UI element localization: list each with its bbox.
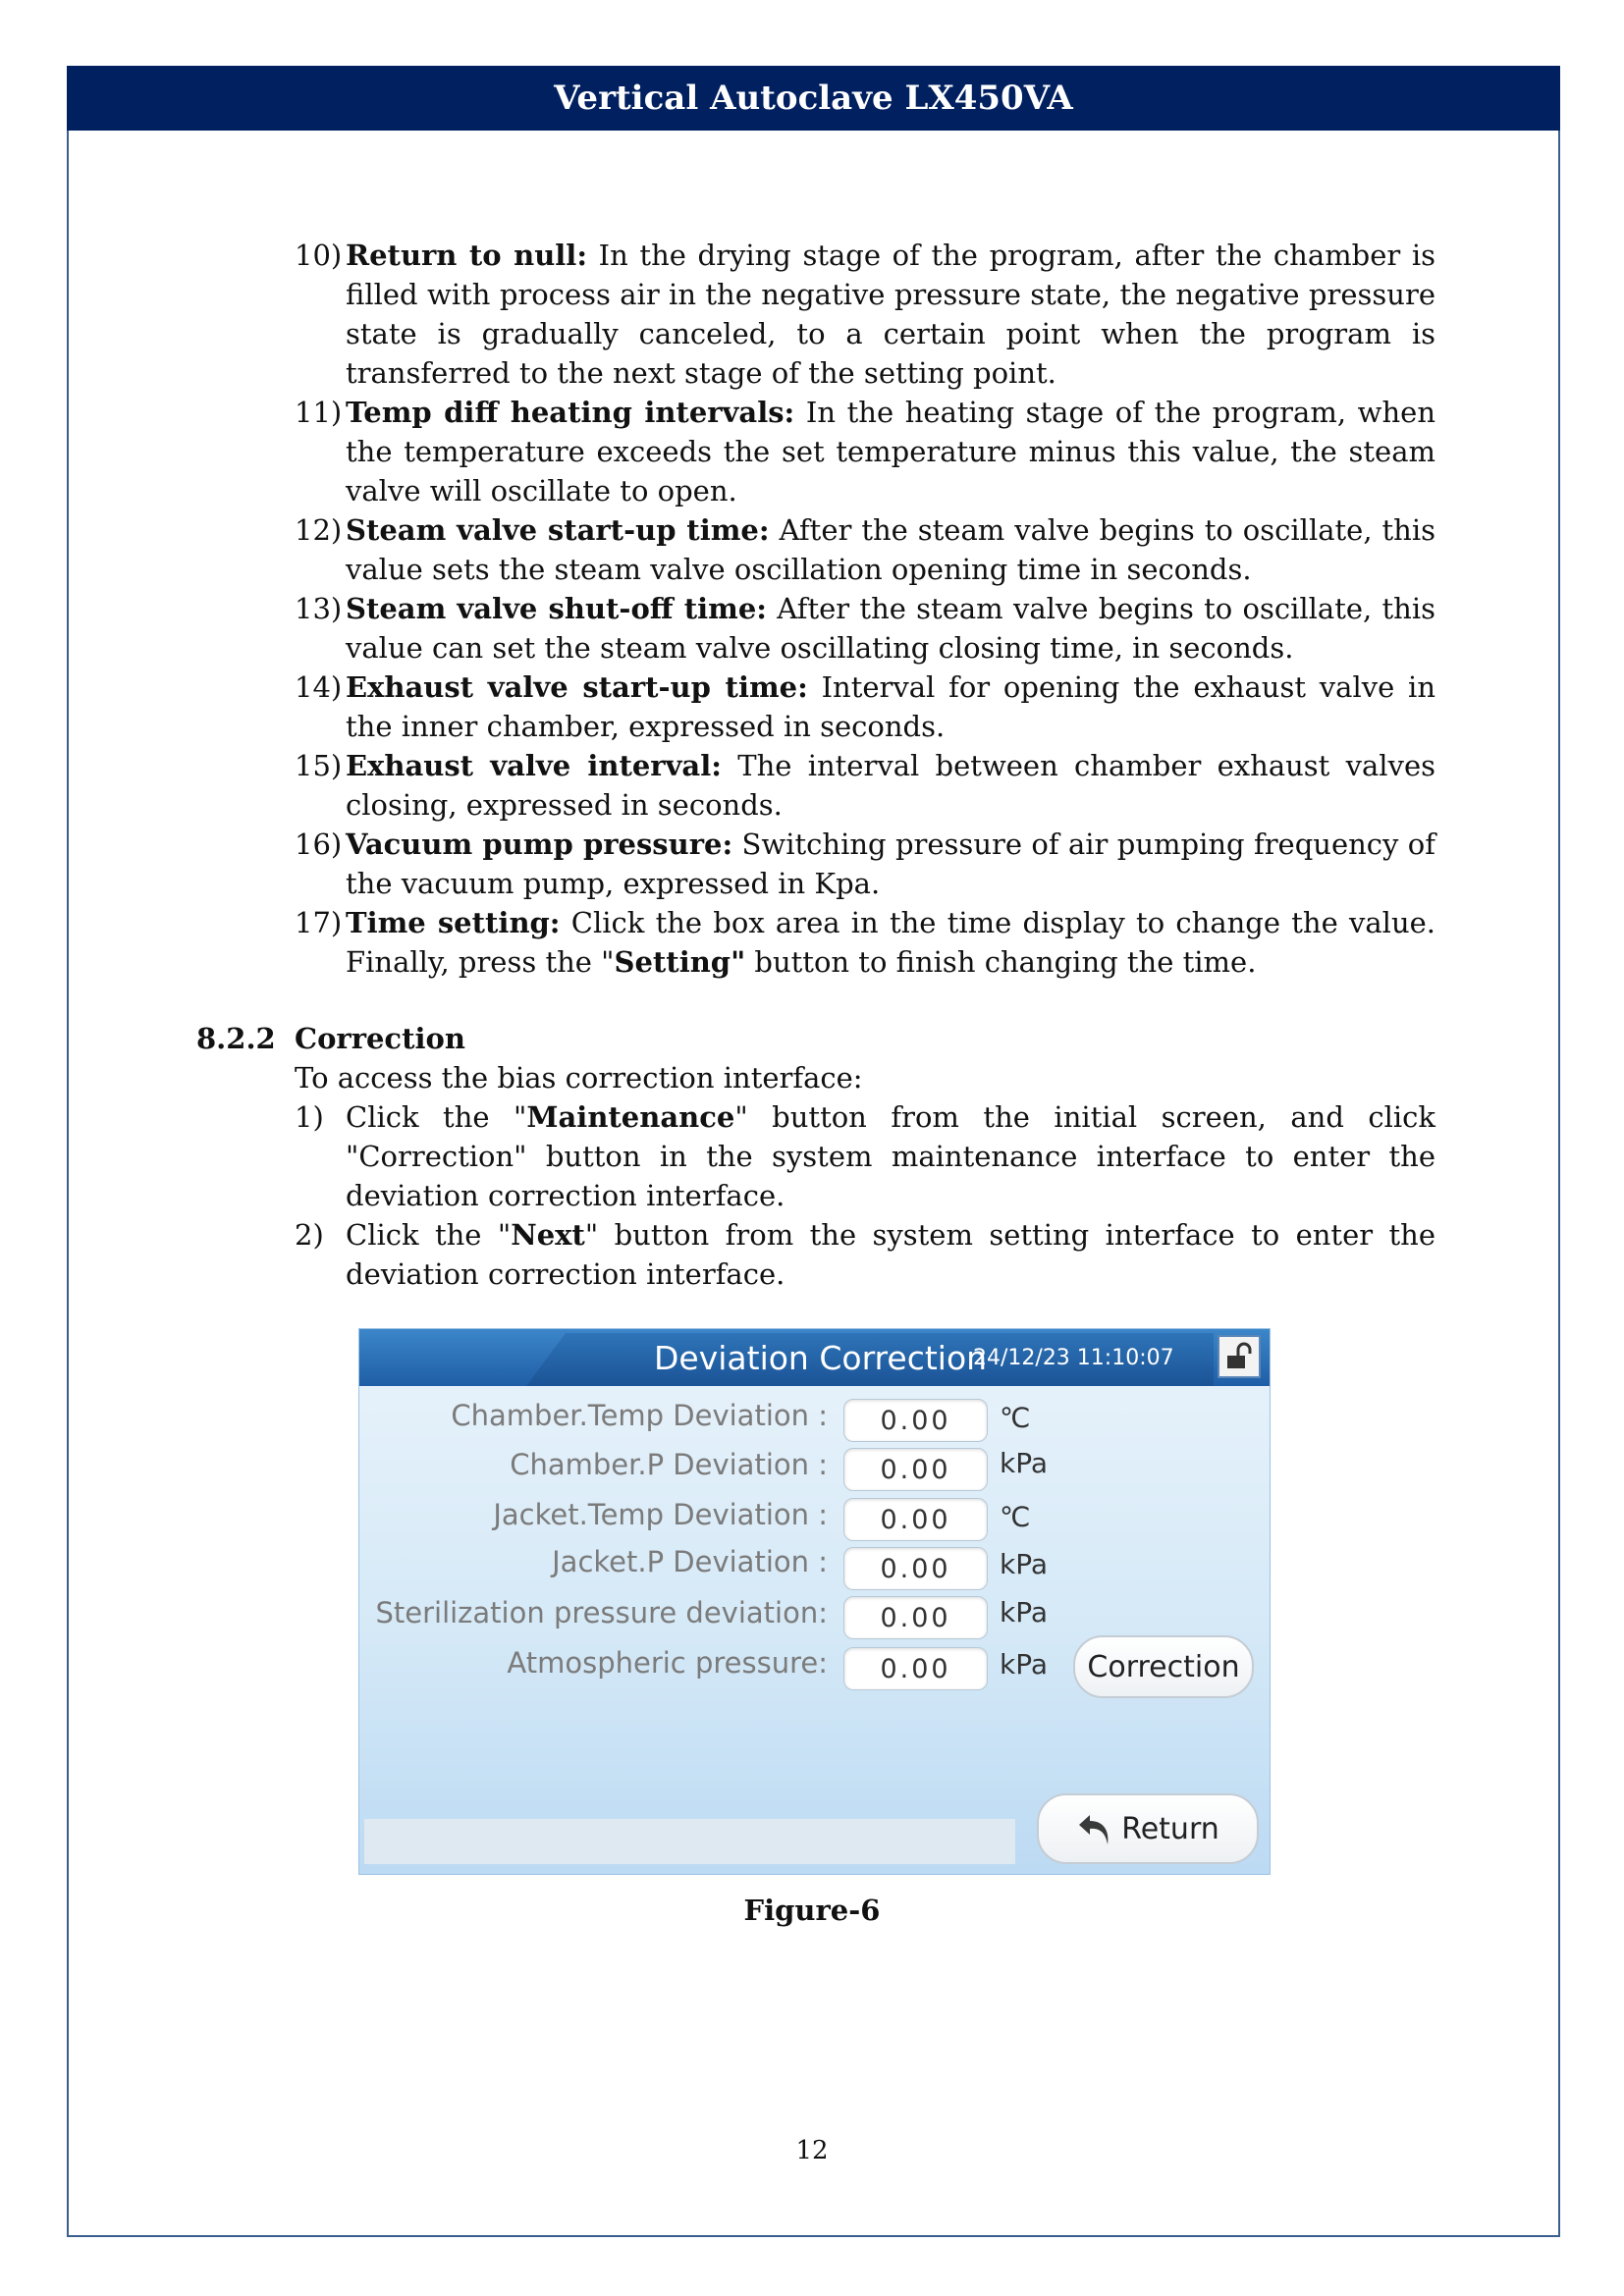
lock-icon [1224, 1342, 1254, 1371]
return-button-label: Return [1121, 1811, 1219, 1846]
figure-caption: Figure-6 [743, 1894, 881, 1927]
unit-label: ℃ [1000, 1402, 1031, 1434]
return-button[interactable] [1037, 1793, 1259, 1864]
atmospheric-pressure-input[interactable]: 0.00 [843, 1647, 988, 1690]
list-item: 11) Temp diff heating intervals: In the heating stage of the program, when the temperature exceeds the set temperature minus this value, the steam valve will oscillate to open. [295, 396, 1435, 507]
deviation-correction-screen [358, 1328, 1271, 1875]
row-label: Atmospheric pressure: [507, 1646, 828, 1680]
row-label: Chamber.P Deviation : [510, 1448, 828, 1481]
unit-label: kPa [1000, 1447, 1048, 1479]
section-heading [196, 1019, 465, 1058]
list-item: 17) Time setting: Click the box area in the time display to change the value. Finally, press the "Setting" button to finish changing the time. [295, 906, 1436, 979]
page-header [67, 66, 1560, 131]
jacket-pressure-deviation-input[interactable]: 0.00 [843, 1547, 988, 1590]
list-item: 13) Steam valve shut-off time: After the steam valve begins to oscillate, this value can set the steam valve oscillating closing time, in seconds. [295, 592, 1435, 665]
section-intro: To access the bias correction interface: [295, 1061, 863, 1095]
section-number: 8.2.2 [196, 1022, 276, 1055]
correction-button-label: Correction [1087, 1649, 1240, 1684]
list-item: 12) Steam valve start-up time: After the steam valve begins to oscillate, this value sets the steam valve oscillation opening time in seconds. [295, 513, 1435, 586]
unit-label: kPa [1000, 1596, 1048, 1629]
list-item: 15) Exhaust valve interval: The interval between chamber exhaust valves closing, expressed in seconds. [295, 749, 1435, 822]
page-number: 12 [795, 2136, 829, 2165]
step-item: 1) Click the "Maintenance" button from the initial screen, and click "Correction" button in the system maintenance interface to enter the deviation correction interface. [295, 1100, 1435, 1212]
sterilization-pressure-deviation-input[interactable]: 0.00 [843, 1596, 988, 1639]
step-item: 2) Click the "Next" button from the system setting interface to enter the deviation correction interface. [295, 1218, 1435, 1291]
status-bar [364, 1819, 1015, 1864]
list-item: 14) Exhaust valve start-up time: Interval for opening the exhaust valve in the inner chamber, expressed in seconds. [295, 670, 1435, 743]
list-item: 10) Return to null: In the drying stage of the program, after the chamber is filled with process air in the negative pressure state, the negative pressure state is gradually canceled, to a certain point when the program is transferred to the next stage of the setting point. [295, 239, 1436, 390]
jacket-temp-deviation-input[interactable]: 0.00 [843, 1498, 988, 1541]
chamber-temp-deviation-input[interactable]: 0.00 [843, 1399, 988, 1442]
section-body [295, 1058, 1435, 1294]
unit-label: ℃ [1000, 1501, 1031, 1533]
lock-button[interactable] [1218, 1335, 1261, 1378]
row-label: Jacket.Temp Deviation : [493, 1498, 828, 1531]
return-arrow-icon [1076, 1809, 1115, 1848]
chamber-pressure-deviation-input[interactable]: 0.00 [843, 1448, 988, 1491]
list-item: 16) Vacuum pump pressure: Switching pressure of air pumping frequency of the vacuum pump, expressed in Kpa. [295, 828, 1435, 900]
section-title: Correction [295, 1022, 465, 1055]
definition-list [295, 236, 1435, 982]
unit-label: kPa [1000, 1648, 1048, 1681]
screen-title: Deviation Correction [654, 1339, 988, 1377]
header-title: Vertical Autoclave LX450VA [554, 79, 1073, 118]
correction-button[interactable] [1073, 1635, 1254, 1698]
screen-datetime[interactable]: 24/12/23 11:10:07 [973, 1346, 1174, 1370]
row-label: Sterilization pressure deviation: [375, 1596, 828, 1629]
unit-label: kPa [1000, 1548, 1048, 1580]
row-label: Chamber.Temp Deviation : [451, 1399, 828, 1432]
row-label: Jacket.P Deviation : [552, 1545, 828, 1578]
